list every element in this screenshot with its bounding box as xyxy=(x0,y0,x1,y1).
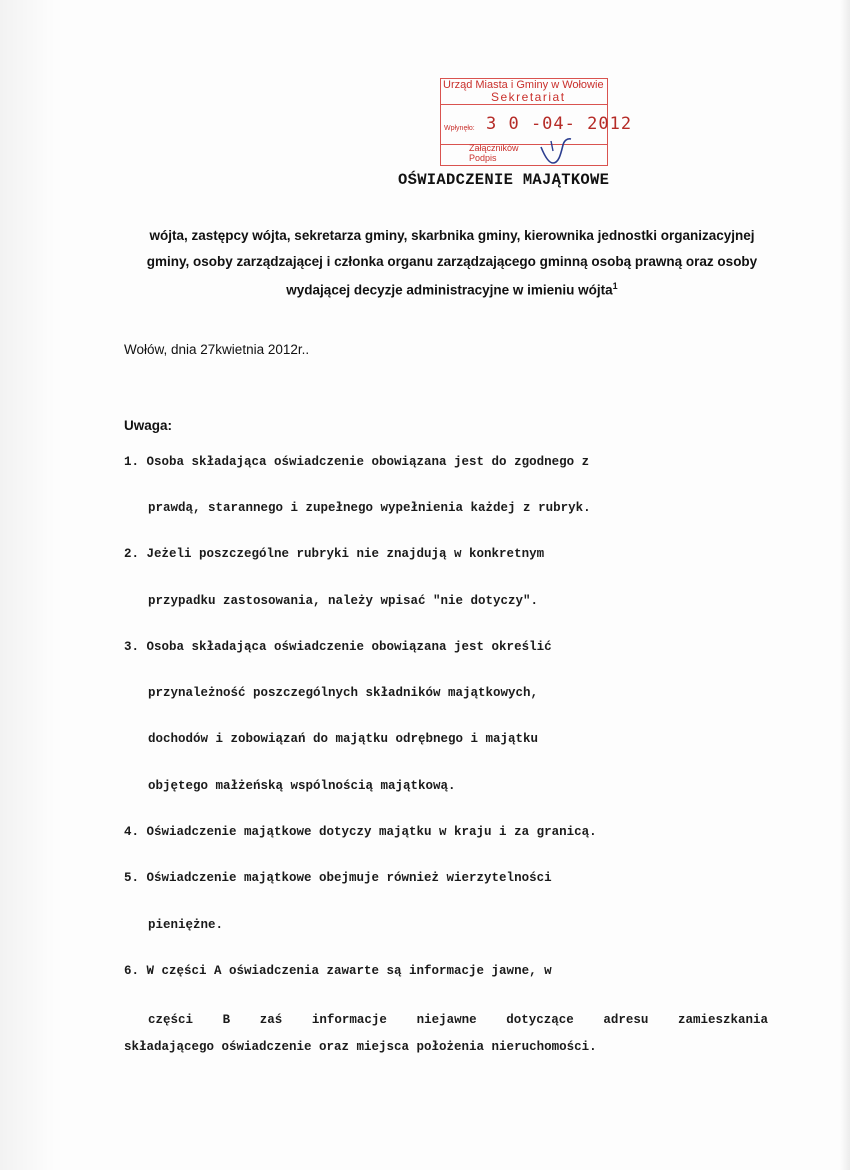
note-2-line-1: 2. Jeżeli poszczególne rubryki nie znajdują w konkretnym xyxy=(124,547,545,561)
note-6-line-2 xyxy=(148,1013,768,1027)
stamp-signature-label: Podpis xyxy=(469,153,497,163)
subtitle-line: wójta, zastępcy wójta, sekretarza gminy, skarbnika gminy, kierownika jednostki organizacyjnej xyxy=(149,228,755,243)
notice-heading: Uwaga: xyxy=(124,418,173,433)
note-6-word: B xyxy=(222,1013,231,1027)
place-and-date: Wołów, dnia 27kwietnia 2012r.. xyxy=(124,342,310,357)
stamp-divider xyxy=(441,144,607,145)
note-6-word: niejawne xyxy=(416,1013,477,1027)
subtitle-line: gminy, osoby zarządzającej i członka organu zarządzającego gminną osobą prawną oraz osoby xyxy=(146,253,758,269)
handwritten-signature xyxy=(537,135,573,169)
scan-left-edge xyxy=(0,0,55,1170)
note-6-word: części xyxy=(148,1013,194,1027)
note-6-word: dotyczące xyxy=(506,1013,574,1027)
note-6-line-3: składającego oświadczenie oraz miejsca położenia nieruchomości. xyxy=(124,1040,597,1054)
note-6-line-1: 6. W części A oświadczenia zawarte są informacje jawne, w xyxy=(124,964,552,978)
note-6-word: adresu xyxy=(603,1013,649,1027)
stamp-divider xyxy=(441,104,607,105)
note-5-line-1: 5. Oświadczenie majątkowe obejmuje również wierzytelności xyxy=(124,871,552,885)
scan-right-edge xyxy=(840,0,850,1170)
note-6-word: zamieszkania xyxy=(677,1013,768,1027)
note-2-line-2: przypadku zastosowania, należy wpisać "nie dotyczy". xyxy=(148,594,539,608)
footnote-mark: 1 xyxy=(612,281,618,291)
note-3-line-4: objętego małżeńską wspólnością majątkową. xyxy=(148,779,456,793)
note-1-line-1: 1. Osoba składająca oświadczenie obowiązana jest do zgodnego z xyxy=(124,455,590,469)
stamp-date: 3 0 -04- 2012 xyxy=(486,114,633,134)
stamp-received-label: Wpłynęło: xyxy=(444,125,475,132)
document-title: OŚWIADCZENIE MAJĄTKOWE xyxy=(398,171,610,189)
note-3-line-2: przynależność poszczególnych składników majątkowych, xyxy=(148,686,539,700)
note-1-line-2: prawdą, starannego i zupełnego wypełnienia każdej z rubryk. xyxy=(148,501,591,515)
stamp-department: Sekretariat xyxy=(491,90,566,104)
subtitle-line-text: wydającej decyzje administracyjne w imieniu wójta xyxy=(286,282,613,298)
stamp-office-name: Urząd Miasta i Gminy w Wołowie xyxy=(443,79,604,91)
stamp-attachments-label: Załączników xyxy=(469,143,519,153)
subtitle-line xyxy=(118,274,786,303)
note-3-line-3: dochodów i zobowiązań do majątku odrębnego i majątku xyxy=(148,732,539,746)
note-6-word: zaś xyxy=(259,1013,283,1027)
note-4-line-1: 4. Oświadczenie majątkowe dotyczy majątku w kraju i za granicą. xyxy=(124,825,597,839)
document-subtitle xyxy=(118,223,786,303)
note-5-line-2: pieniężne. xyxy=(148,918,224,932)
note-6-word: informacje xyxy=(311,1013,387,1027)
registration-stamp xyxy=(440,78,633,166)
note-3-line-1: 3. Osoba składająca oświadczenie obowiązana jest określić xyxy=(124,640,552,654)
